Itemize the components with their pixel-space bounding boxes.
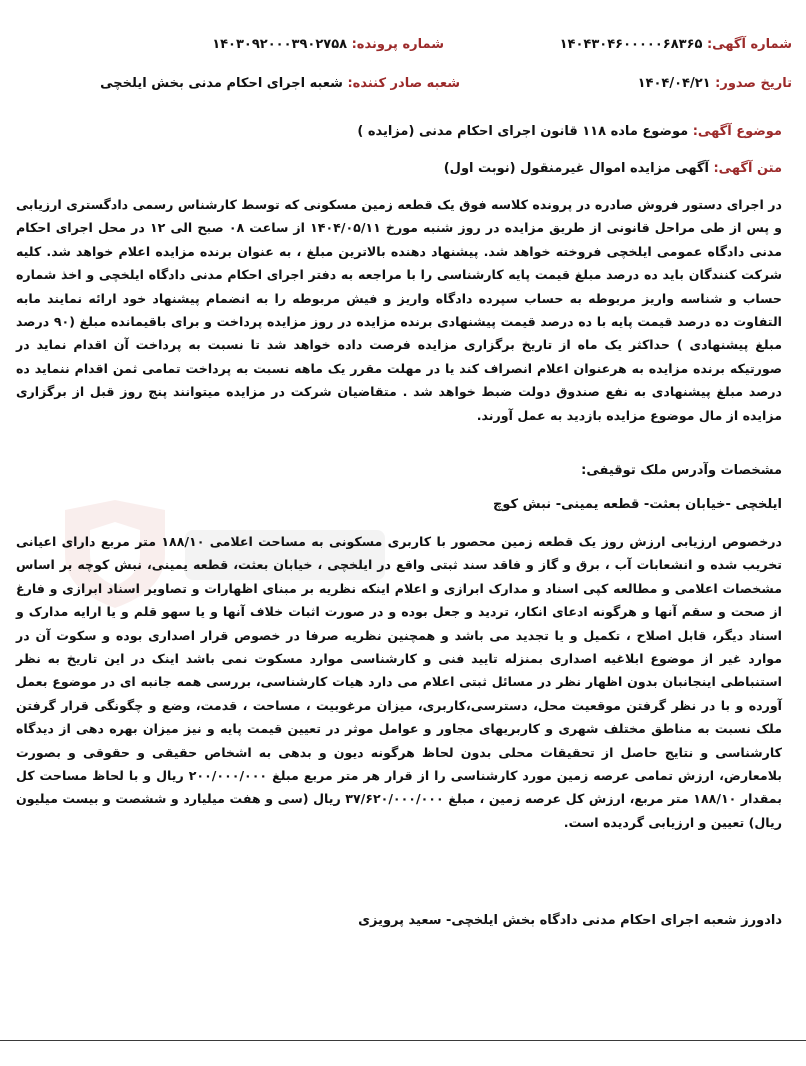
property-address: ایلخچی -خیابان بعثت- قطعه یمینی- نبش کوچ [493,497,782,512]
bottom-bar [0,1040,806,1066]
case-number-value: ۱۴۰۳۰۹۲۰۰۰۳۹۰۲۷۵۸ [212,37,348,52]
announcement-paragraph: در اجرای دستور فروش صادره در پرونده کلاسه فوق یک قطعه زمین مسکونی که توسط کارشناس رسمی دادگستری ارزیابی و پس از طی مراحل قانونی از طریق مزایده در روز شنبه مورخ ۱۴۰۴/۰۵/۱۱ از ساعت ۰۸ صبح الی ۱۲ در محل اجرای احکام مدنی دادگاه عمومی ایلخچی فروخته خواهد شد. پیشنهاد دهنده بالاترین مبلغ ، به عنوان برنده مزایده اعلام خواهد شد. کلیه شرکت کنندگان باید ده درصد مبلغ قیمت پایه کارشناسی را با مراجعه به دفتر اجرای احکام مدنی دادگاه ایلخچی و اخذ شماره حساب و شناسه واریز مربوطه به حساب سپرده دادگاه واریز و فیش مربوطه را به انضمام پیشنهاد خود ارائه نمایند مابه التفاوت ده درصد قیمت پایه با ده درصد قیمت پیشنهادی برنده مزایده در روز مزایده پرداخت و برای باقیمانده مبلغ (۹۰ درصد مبلغ پیشنهادی ) حداکثر یک ماه از تاریخ برگزاری مزایده فرصت داده خواهد شد تا نسبت به پرداخت آن اقدام نماید در صورتیکه برنده مزایده به هرعنوان اعلام انصراف کند یا در مهلت مقرر یک ماهه نسبت به پرداخت تمامی ثمن اقدام ننماید ده درصد مبلغ پیشنهادی به نفع صندوق دولت ضبط خواهد شد . متقاضیان شرکت در مزایده میتوانند پنج روز قبل از برگزاری مزایده از مال موضوع مزایده بازدید به عمل آورند. [16,197,782,423]
ad-number [560,33,792,57]
case-number [212,33,444,57]
body-title-label: متن آگهی: [713,161,782,176]
issue-date-label: تاریخ صدور: [715,76,792,91]
property-heading: مشخصات وآدرس ملک توقیفی: [581,463,782,478]
ad-number-value: ۱۴۰۴۳۰۴۶۰۰۰۰۰۶۸۳۶۵ [559,37,703,52]
ad-number-label: شماره آگهی: [706,37,792,52]
appraisal-paragraph: درخصوص ارزیابی ارزش روز یک قطعه زمین محصور با کاربری مسکونی به مساحت اعلامی ۱۸۸/۱۰ متر مربع دارای اعیانی تخریب شده و انشعابات آب ، برق و گاز و فاقد سند ثبتی واقع در ایلخچی ، خیابان بعثت، قطعه یمینی، نبش کوچه بر اساس مشخصات اعلامی و مطالعه کپی اسناد و مدارک ابرازی و اعلام اینکه نظریه بر مبنای اظهارات و تصاویر اسناد ابرازی و فارغ از صحت و سقم آنها و هرگونه ادعای انکار، تردید و جعل بوده و در صورت اثبات خلاف آنها و یا سهو قلم و یا ارایه مدارک و اسناد دیگر، قابل اصلاح ، تکمیل و یا تجدید می باشد و همچنین نظریه صرفا در خصوص قرار اصداری بوده و سکوت آن در موارد غیر از موضوع ابلاغیه اصداری بمنزله تایید فنی و کارشناسی موارد مسکوت نمی باشد اینک در این تاریخ به نظر استنباطی اینجانبان بدون اظهار نظر در مسائل ثبتی اعلام می دارد هیات کارشناسی، بررسی همه جانبه ای در موضوع بعمل آورده و با در نظر گرفتن موقعیت محل، دسترسی،کاربری، میزان مرغوبیت ، مساحت ، قدمت، وضع و چگونگی قرار گرفتن ملک نسبت به مناطق مختلف شهری و کاربریهای مجاور و عوامل موثر در تعیین قیمت پایه و نیز میزان بهره دهی از دیدگاه کارشناسی و نتایج حاصل از تحقیقات محلی بدون لحاظ هرگونه دیون و بدهی به اشخاص حقیقی و حقوقی و بصورت بلامعارض، ارزش تمامی عرصه زمین مورد کارشناسی را از قرار هر متر مربع مبلغ ۲۰۰/۰۰۰/۰۰۰ ریال و با لحاظ مساحت کل بمقدار ۱۸۸/۱۰ متر مربع، ارزش کل عرصه زمین ، مبلغ ۳۷/۶۲۰/۰۰۰/۰۰۰ ریال (سی و هفت میلیارد و ششصت و بیست میلیون ریال) تعیین و ارزیابی گردیده است. [16,534,782,830]
body-title-value: آگهی مزایده اموال غیرمنقول (نوبت اول) [443,161,709,176]
issuer [100,72,460,96]
subject-value: موضوع ماده ۱۱۸ قانون اجرای احکام مدنی (مزایده ) [357,124,689,139]
issuer-label: شعبه صادر کننده: [347,76,460,91]
header-row-1 [0,33,806,57]
signature-line: دادورز شعبه اجرای احکام مدنی دادگاه بخش ایلخچی- سعید پرویزی [358,913,782,928]
header-row-2 [0,72,806,96]
issue-date-value: ۱۴۰۴/۰۴/۲۱ [637,76,711,91]
body-title-line [18,157,782,181]
subject-line [18,120,782,144]
case-number-label: شماره پرونده: [351,37,444,52]
issue-date [638,72,792,96]
subject-label: موضوع آگهی: [692,124,782,139]
issuer-value: شعبه اجرای احکام مدنی بخش ایلخچی [100,76,343,91]
